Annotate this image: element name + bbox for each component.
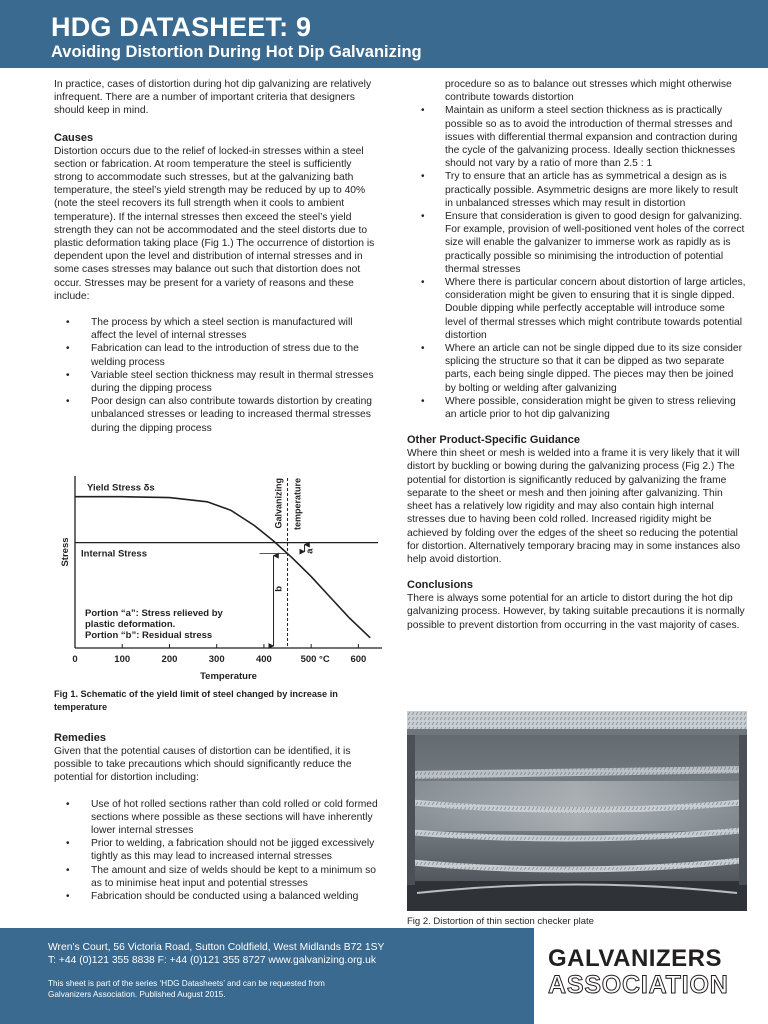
galvanizers-logo (534, 928, 768, 1024)
list-item: • Where an article can not be single dipped due to its size consider splicing the structure so that it can be dipped as two separate parts, each being single dipped. The pieces may then be joined by bolting or welding after galvanizing (407, 342, 747, 395)
list-item: • Where possible, consideration might be given to stress relieving an article prior to hot dip galvanizing (407, 395, 747, 421)
causes-list (54, 316, 380, 435)
remedies-list-continued (407, 104, 747, 421)
remedies-paragraph: Given that the potential causes of distortion can be identified, it is possible to take precautions which should significantly reduce the potential for distortion including: (54, 746, 352, 784)
series-label-internal-stress: Internal Stress (81, 548, 147, 560)
portion-note-1: Portion “a”: Stress relieved by (85, 608, 223, 619)
page-subtitle: Avoiding Distortion During Hot Dip Galvanizing (51, 43, 422, 61)
portion-note-3: Portion “b”: Residual stress (85, 630, 213, 641)
logo-line-1: GALVANIZERS (548, 945, 722, 972)
fig1-chart (54, 470, 384, 685)
header-banner (0, 0, 768, 68)
series-label-yield-stress: Yield Stress δs (87, 482, 155, 494)
list-item: • Fabrication should be conducted using a balanced welding (54, 890, 380, 903)
fig2-caption-block (407, 915, 747, 928)
x-axis-label: Temperature (200, 671, 257, 682)
x-tick-label: 300 (208, 654, 225, 665)
causes-paragraph: Distortion occurs due to the relief of locked-in stresses within a steel section or fabrication. At room temperature the steel is sufficiently strong to accommodate such stresses, but at the galvanizing bath temperature, the steel’s yield strength may be reduced by up to 40% (note the steel recovers its full strength when it cools to ambient temperature). If the internal stresses then exceed the steel’s yield strength they can not be accommodated and the steel distorts due to plastic deformation taking place (Fig 1.) The occurrence of distortion is dependent upon the level and distribution of internal stresses and in some cases stresses may balance out such that distortion does not occur. Stresses may be present for a variety of reasons and these include: (54, 145, 375, 302)
list-item: • Variable steel section thickness may result in thermal stresses during the dipping process (54, 369, 380, 395)
list-item: • Poor design can also contribute towards distortion by creating unbalanced stresses or leading to increased thermal stresses during the dipping process (54, 395, 380, 435)
footer-address: Wren’s Court, 56 Victoria Road, Sutton Coldfield, West Midlands B72 1SY (48, 942, 385, 953)
list-item: • Where there is particular concern about distortion of large articles, consideration might be given to ensuring that it is single dipped. Double dipping while perfectly acceptable will introduce some level of thermal stresses which might contribute towards potential distortion (407, 276, 747, 342)
causes-heading: Causes (54, 131, 94, 144)
yield-stress-chart (54, 470, 384, 685)
footer (0, 928, 768, 1024)
list-item: • Fabrication can lead to the introduction of stress due to the welding process (54, 342, 380, 368)
footer-phone-web: T: +44 (0)121 355 8838 F: +44 (0)121 355 8727 www.galvanizing.org.uk (48, 955, 377, 966)
list-item: • Use of hot rolled sections rather than cold rolled or cold formed sections where possible as these sections will have inherently lower internal stresses (54, 798, 380, 838)
logo-line-2: ASSOCIATION (548, 971, 729, 999)
remedies-section (54, 731, 380, 903)
portion-a-label: a (304, 548, 316, 554)
other-guidance-paragraph: Where thin sheet or mesh is welded into a frame it is very likely that it will distort by buckling or bowing during the galvanizing process (Fig 2.) The potential for distortion is significantly reduced by galvanizing the frame separate to the sheet or mesh and then joining after galvanizing. Thin sheet has a relatively low rigidity and may also contain high internal stresses due to having been cold rolled. Increased rigidity might be achieved by folding over the edges of the sheet so reducing the potential for distortion. Alternatively temporary bracing may in some instances also help avoid distortion. (407, 448, 741, 565)
portion-note-2: plastic deformation. (85, 619, 176, 630)
x-tick-label: 100 (114, 654, 131, 665)
right-column (407, 78, 747, 632)
list-item: • Ensure that consideration is given to good design for galvanizing. For example, provision of well-positioned vent holes of the correct size will enable the galvanizer to immerse work as rapidly as is practically possible so minimising the introduction of potential thermal stresses (407, 210, 747, 276)
list-item: • The amount and size of welds should be kept to a minimum so as to minimise heat input and potential stresses (54, 864, 380, 890)
galvanizing-label: Galvanizing (273, 478, 284, 529)
fig1-caption: Fig 1. Schematic of the yield limit of steel changed by increase in temperature (54, 689, 338, 712)
x-tick-label: 200 (161, 654, 178, 665)
fig1-caption-block (54, 688, 380, 714)
other-guidance-heading: Other Product-Specific Guidance (407, 434, 580, 447)
checker-plate-image (407, 711, 747, 911)
portion-b-label: b (273, 585, 285, 592)
x-tick-label: 500 °C (300, 654, 330, 665)
series-line-1: This sheet is part of the series ‘HDG Datasheets’ and can be requested from (48, 979, 325, 988)
left-column (54, 78, 380, 435)
x-tick-label: 600 (350, 654, 367, 665)
footer-contact (48, 941, 384, 967)
x-tick-label: 0 (72, 654, 78, 665)
temperature-label: temperature (292, 478, 303, 531)
series-line-2: Galvanizers Association. Published August 2015. (48, 990, 226, 999)
list-item: • Try to ensure that an article has as symmetrical a design as is practically possible. Asymmetric designs are more likely to result in unbalanced stresses which may result in distortion (407, 170, 747, 210)
y-axis-label: Stress (60, 537, 71, 567)
continued-text: procedure so as to balance out stresses which might otherwise contribute towards distortion (445, 79, 732, 104)
footer-series-note (48, 978, 325, 1000)
remedies-heading: Remedies (54, 732, 106, 744)
conclusions-paragraph: There is always some potential for an article to distort during the hot dip galvanizing process. However, by taking suitable precautions it is normally possible to prevent distortion from occurring in the vast majority of cases. (407, 593, 745, 631)
x-tick-label: 400 (255, 654, 272, 665)
fig2-caption: Fig 2. Distortion of thin section checker plate (407, 916, 594, 927)
list-item: • Prior to welding, a fabrication should not be jigged excessively tightly as this may lead to increased internal stresses (54, 837, 380, 863)
page-title: HDG DATASHEET: 9 (51, 12, 312, 42)
conclusions-heading: Conclusions (407, 579, 474, 592)
remedies-list (54, 798, 380, 904)
fig2-photo (407, 711, 747, 911)
list-item: • The process by which a steel section is manufactured will affect the level of internal stresses (54, 316, 380, 342)
list-item: • Maintain as uniform a steel section thickness as is practically possible so as to avoid the introduction of thermal stresses and issues with differential thermal expansion and contraction during the cycle of the galvanizing process. Ideally section thicknesses should not vary by a ratio of more than 2.5 : 1 (407, 104, 747, 170)
intro-paragraph: In practice, cases of distortion during hot dip galvanizing are relatively infrequent. There are a number of important criteria that designers should keep in mind. (54, 79, 372, 117)
